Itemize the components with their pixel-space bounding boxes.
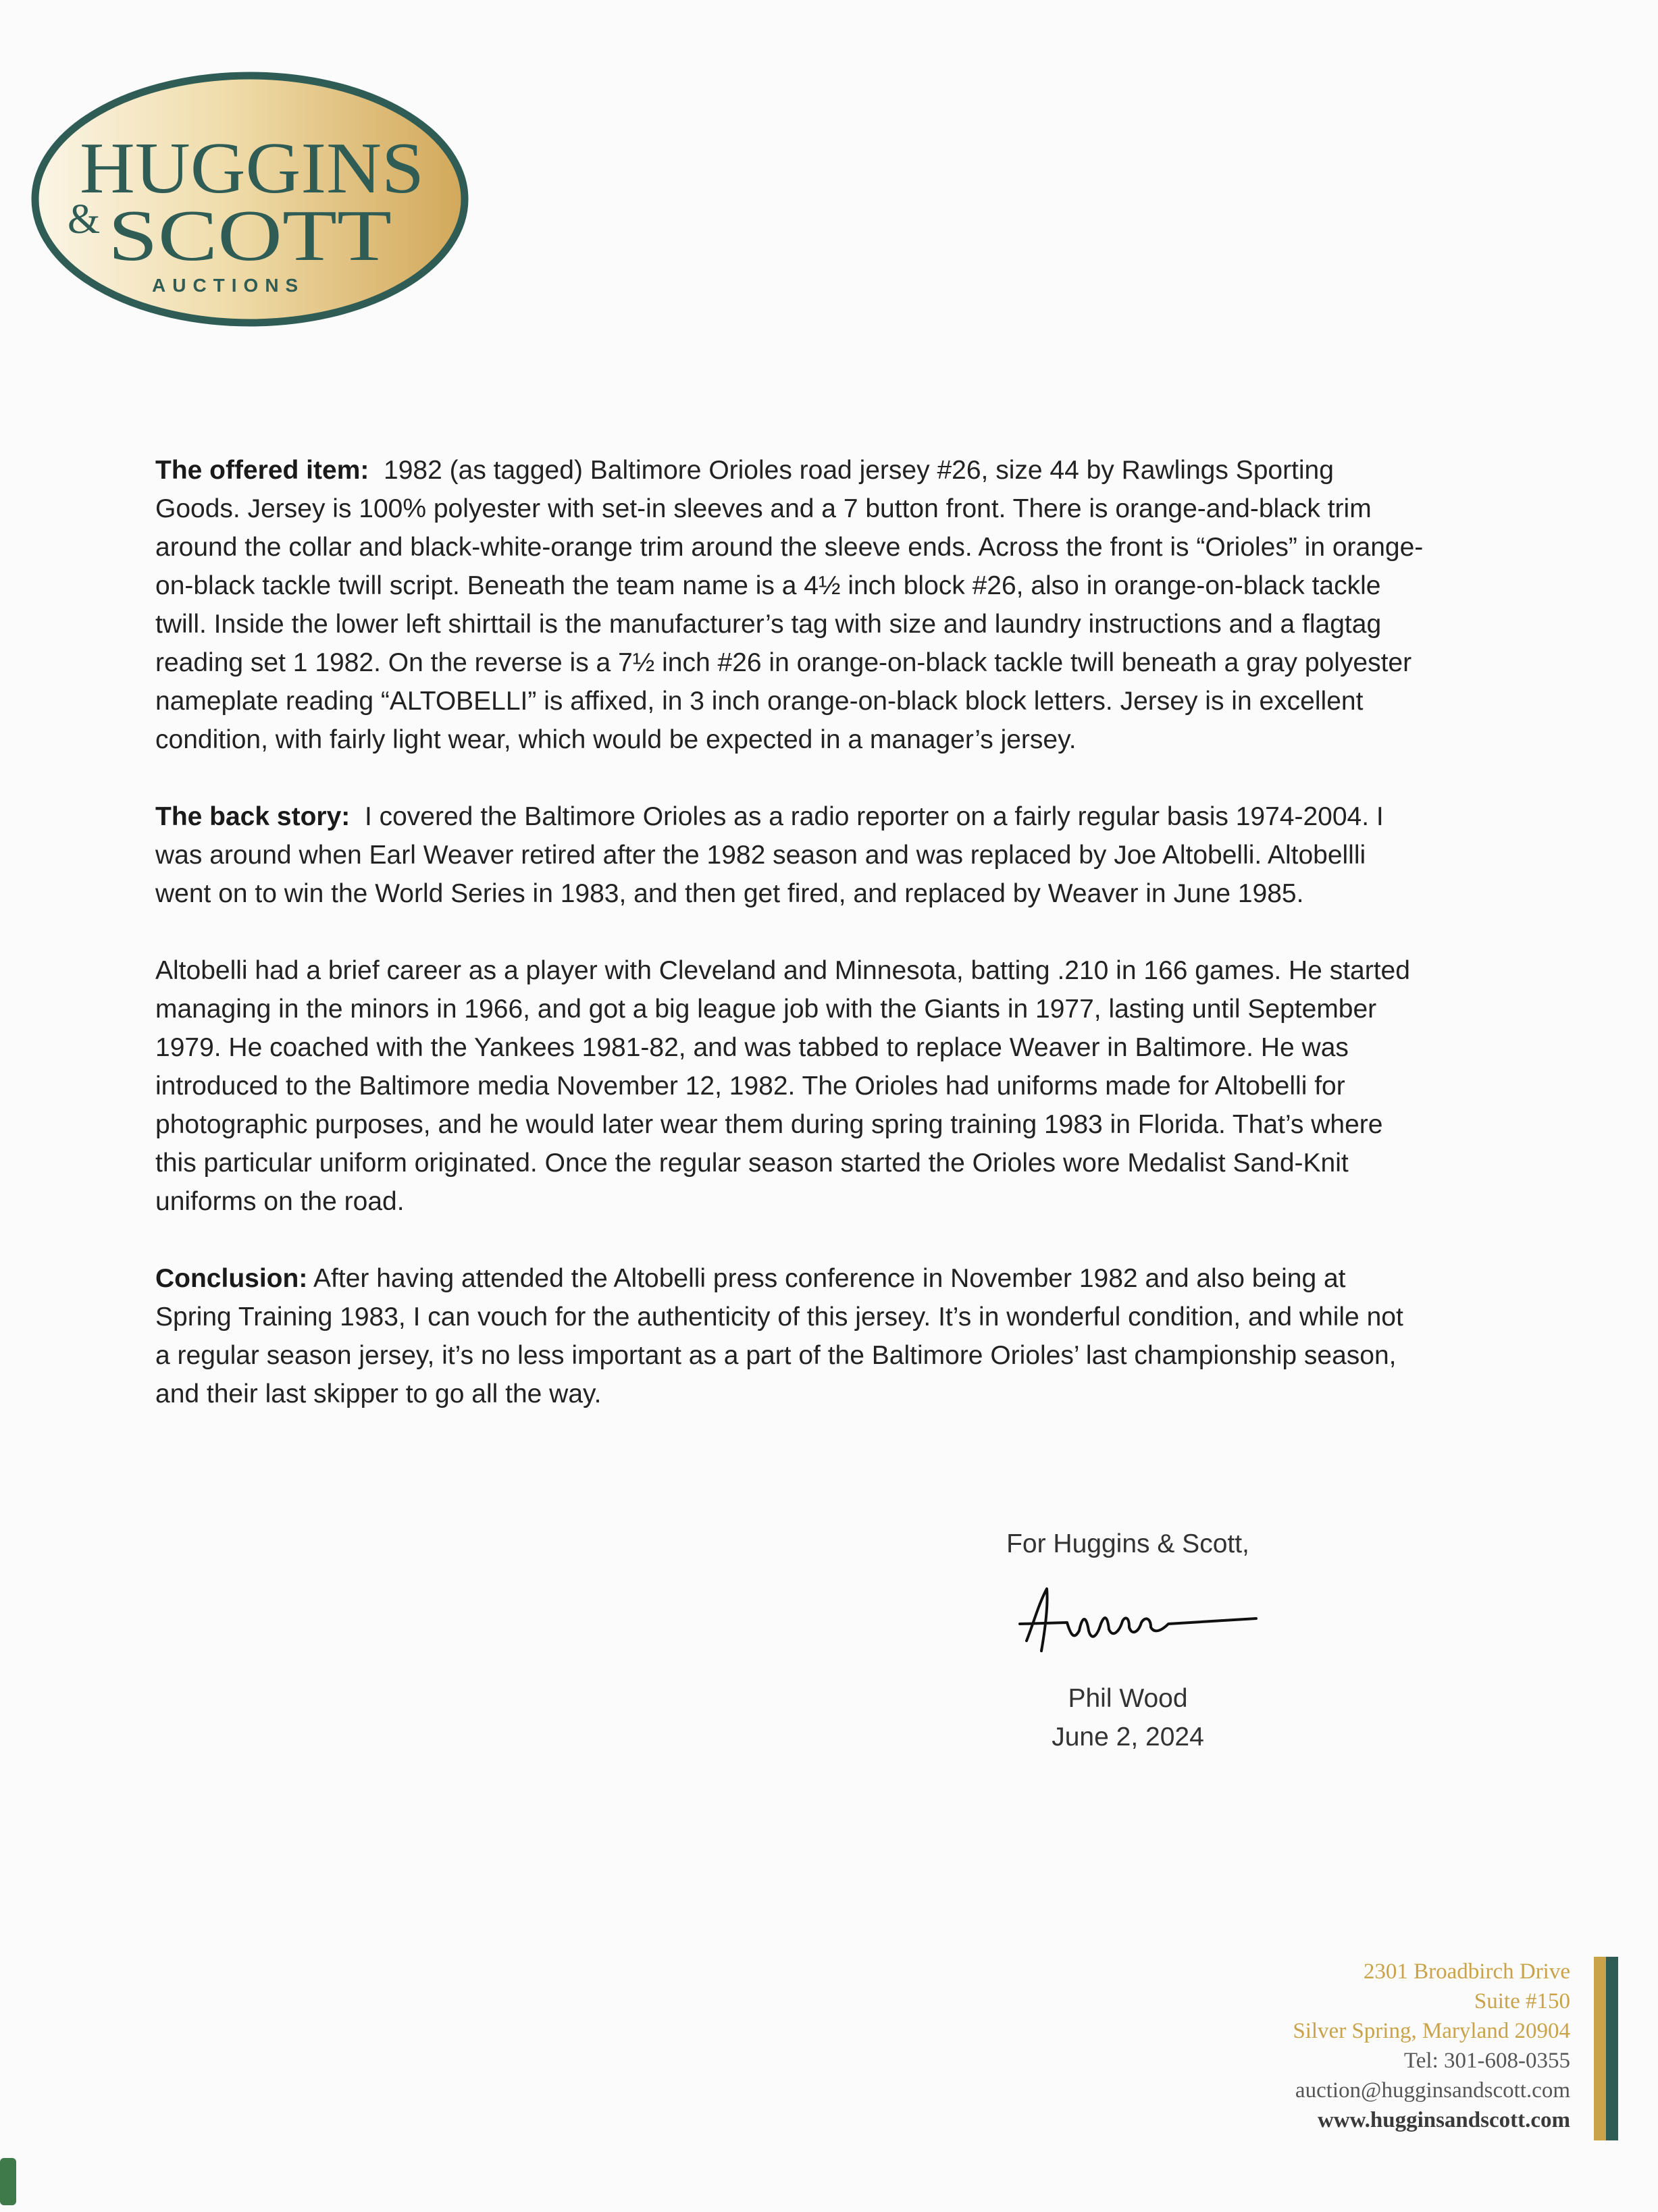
heading-offered-item: The offered item:: [155, 456, 369, 485]
address-suite: Suite #150: [1474, 1989, 1570, 2013]
paragraph-offered-item: [155, 451, 1425, 759]
address-email[interactable]: auction@hugginsandscott.com: [1295, 2078, 1570, 2103]
address-phone: Tel: 301-608-0355: [1403, 2049, 1570, 2073]
paragraph-conclusion: [155, 1259, 1425, 1413]
paragraph-career: [155, 951, 1425, 1221]
logo-auctions: AUCTIONS: [152, 275, 305, 296]
paragraph-back-story: [155, 797, 1425, 913]
text-offered-item: 1982 (as tagged) Baltimore Orioles road jersey #26, size 44 by Rawlings Sporting Goods. Jersey is 100% polyester with set-in sleeves and a 7 button front. There is orange-and-black trim around the collar and black-white-orange trim around the sleeve ends. Across the front is “Orioles” in orange-on-black tackle twill script. Beneath the team name is a 4½ inch block #26, also in orange-on-black tackle twill. Inside the lower left shirttail is the manufacturer’s tag with size and laundry instructions and a flagtag reading set 1 1982. On the reverse is a 7½ inch #26 in orange-on-black tackle twill beneath a gray polyester nameplate reading “ALTOBELLI” is affixed, in 3 inch orange-on-black block letters. Jersey is in excellent condition, with fairly light wear, which would be expected in a manager’s jersey.: [155, 456, 1424, 754]
signer-date: June 2, 2024: [1052, 1722, 1204, 1752]
accent-bar-gold: [1594, 1957, 1606, 2140]
address-street: 2301 Broadbirch Drive: [1363, 1959, 1570, 1984]
address-city: Silver Spring, Maryland 20904: [1293, 2019, 1570, 2043]
footer-accent-bar: [1594, 1957, 1618, 2140]
heading-back-story: The back story:: [155, 802, 351, 831]
footer-address: [1293, 1957, 1570, 2135]
text-career: Altobelli had a brief career as a player with Cleveland and Minnesota, batting .210 in 166 games. He started managing in the minors in 1966, and got a big league job with the Giants in 1977, lasting until September 1979. He coached with the Yankees 1981-82, and was tabbed to replace Weaver in Baltimore. He was introduced to the Baltimore media November 12, 1982. The Orioles had uniforms made for Altobelli for photographic purposes, and he would later wear them during spring training 1983 in Florida. That’s where this particular uniform originated. Once the regular season started the Orioles wore Medalist Sand-Knit uniforms on the road.: [155, 956, 1410, 1216]
logo-scott: SCOTT: [108, 196, 392, 276]
company-logo: [27, 68, 473, 331]
signer-block: [959, 1679, 1297, 1756]
text-conclusion: After having attended the Altobelli press conference in November 1982 and also being at Spring Training 1983, I can vouch for the authenticity of this jersey. It’s in wonderful condition, and while not a regular season jersey, it’s no less important as a part of the Baltimore Orioles’ last championship season, and their last skipper to go all the way.: [155, 1264, 1403, 1408]
logo-huggins: HUGGINS: [80, 128, 424, 209]
signature: [1006, 1577, 1263, 1664]
address-website[interactable]: www.hugginsandscott.com: [1317, 2108, 1570, 2132]
closing-line: For Huggins & Scott,: [1006, 1529, 1249, 1558]
logo-ampersand: &: [68, 196, 101, 242]
letter-body: [155, 451, 1425, 1452]
signer-name: Phil Wood: [1068, 1684, 1188, 1713]
scan-edge-mark: [0, 2158, 16, 2205]
accent-bar-green: [1606, 1957, 1618, 2140]
text-back-story: I covered the Baltimore Orioles as a radio reporter on a fairly regular basis 1974-2004. I was around when Earl Weaver retired after the 1982 season and was replaced by Joe Altobelli. Altobellli went on to win the World Series in 1983, and then get fired, and replaced by Weaver in June 1985.: [155, 802, 1384, 908]
heading-conclusion: Conclusion:: [155, 1264, 308, 1293]
